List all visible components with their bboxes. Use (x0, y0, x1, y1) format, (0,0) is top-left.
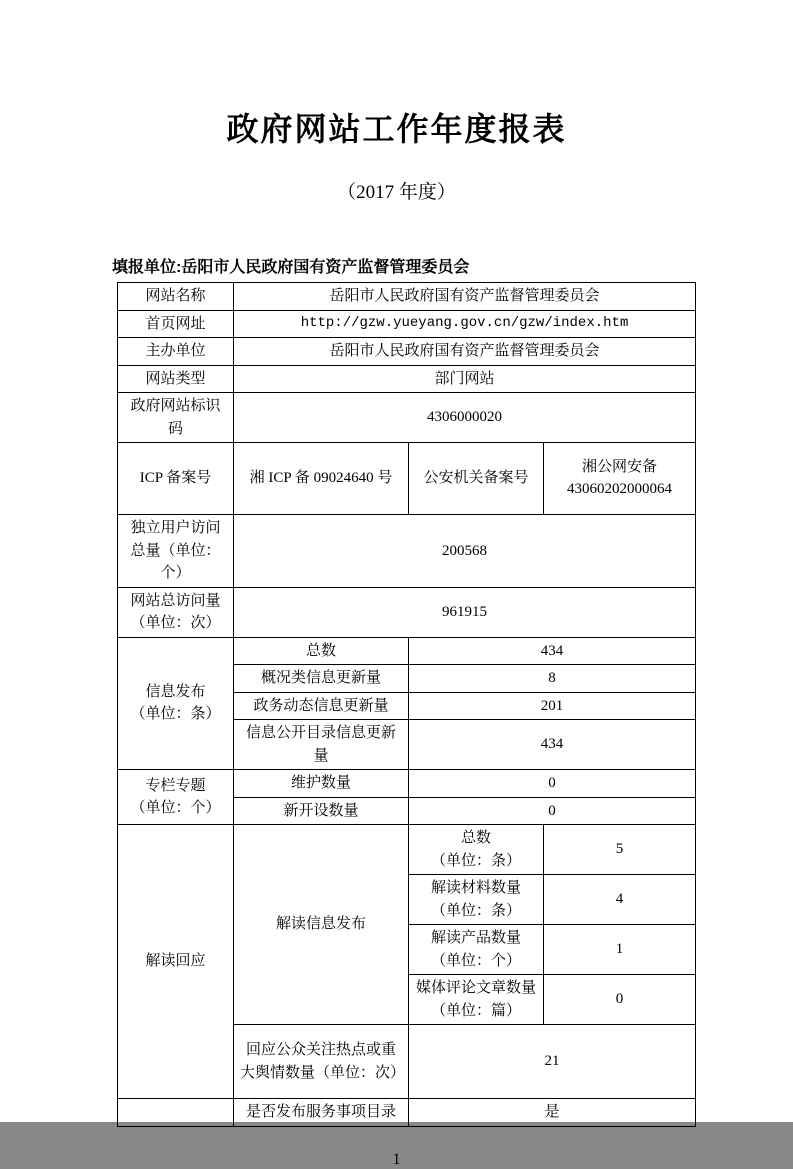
maintained-count-label: 维护数量 (234, 770, 409, 798)
service-directory-value: 是 (409, 1099, 696, 1127)
interp-material-name: 解读材料数量 (430, 880, 521, 896)
interp-product-label (409, 925, 544, 975)
table-row (118, 365, 696, 393)
table-row (118, 825, 696, 875)
organizer-label: 主办单位 (118, 338, 234, 366)
website-type-label: 网站类型 (118, 365, 234, 393)
special-columns-name: 专栏专题 (145, 777, 206, 794)
report-year-subtitle: （2017 年度） (337, 182, 456, 203)
page-title: 政府网站工作年度报表 (226, 111, 567, 147)
info-publish-section-label (118, 637, 234, 770)
public-response-label: 回应公众关注热点或重大舆情数量（单位：次） (234, 1025, 409, 1099)
info-overview-label: 概况类信息更新量 (234, 665, 409, 693)
homepage-url-value: http://gzw.yueyang.gov.cn/gzw/index.htm (234, 310, 696, 338)
interp-total-unit: （单位：条） (430, 852, 521, 869)
interp-media-label (409, 975, 544, 1025)
interp-material-value: 4 (544, 875, 696, 925)
interp-material-label (409, 875, 544, 925)
table-row (118, 637, 696, 665)
table-row (118, 338, 696, 366)
interp-media-value: 0 (544, 975, 696, 1025)
interp-media-unit: （单位：篇） (430, 1002, 521, 1019)
interp-total-name: 总数 (460, 830, 491, 846)
police-record-value: 湘公网安备 43060202000064 (544, 443, 696, 515)
info-total-value: 434 (409, 637, 696, 665)
website-name-value: 岳阳市人民政府国有资产监督管理委员会 (234, 283, 696, 311)
organizer-value: 岳阳市人民政府国有资产监督管理委员会 (234, 338, 696, 366)
total-visits-unit: （单位：次） (130, 615, 221, 631)
police-record-label: 公安机关备案号 (409, 443, 544, 515)
empty-section-cell (118, 1099, 234, 1127)
table-row (118, 1099, 696, 1127)
unique-visitors-label: 独立用户访问总量（单位：个） (118, 515, 234, 588)
interp-product-unit: （单位：个） (430, 952, 521, 969)
public-response-value: 21 (409, 1025, 696, 1099)
interp-material-unit: （单位：条） (430, 902, 521, 919)
table-row (118, 443, 696, 515)
table-row (118, 587, 696, 637)
icp-value: 湘 ICP 备 09024640 号 (234, 443, 409, 515)
info-publish-unit: （单位：条） (130, 706, 221, 723)
special-columns-section-label (118, 770, 234, 825)
service-directory-label: 是否发布服务事项目录 (234, 1099, 409, 1127)
interpretation-section-label: 解读回应 (118, 825, 234, 1099)
table-row (118, 393, 696, 443)
table-row (118, 515, 696, 588)
info-publish-name: 信息发布 (145, 683, 206, 700)
total-visits-name: 网站总访问量 (130, 592, 221, 609)
maintained-count-value: 0 (409, 770, 696, 798)
info-directory-label: 信息公开目录信息更新量 (234, 720, 409, 770)
total-visits-value: 961915 (234, 587, 696, 637)
interp-total-value: 5 (544, 825, 696, 875)
homepage-url-label: 首页网址 (118, 310, 234, 338)
interp-media-name: 媒体评论文章数量 (415, 980, 536, 996)
info-dynamics-label: 政务动态信息更新量 (234, 692, 409, 720)
info-dynamics-value: 201 (409, 692, 696, 720)
page-number: 1 (392, 1150, 401, 1168)
website-type-value: 部门网站 (234, 365, 696, 393)
site-code-value: 4306000020 (234, 393, 696, 443)
new-count-value: 0 (409, 797, 696, 825)
icp-label: ICP 备案号 (118, 443, 234, 515)
site-code-label: 政府网站标识码 (118, 393, 234, 443)
table-row (118, 283, 696, 311)
new-count-label: 新开设数量 (234, 797, 409, 825)
interp-product-value: 1 (544, 925, 696, 975)
total-visits-label (118, 587, 234, 637)
table-row (118, 770, 696, 798)
unique-visitors-value: 200568 (234, 515, 696, 588)
interp-total-label (409, 825, 544, 875)
special-columns-unit: （单位：个） (130, 800, 221, 816)
website-name-label: 网站名称 (118, 283, 234, 311)
info-total-label: 总数 (234, 637, 409, 665)
reporting-unit: 填报单位:岳阳市人民政府国有资产监督管理委员会 (112, 259, 470, 276)
info-directory-value: 434 (409, 720, 696, 770)
table-row (118, 310, 696, 338)
interp-product-name: 解读产品数量 (430, 930, 521, 946)
interpretation-publish-label: 解读信息发布 (234, 825, 409, 1025)
annual-report-table (117, 282, 696, 1127)
info-overview-value: 8 (409, 665, 696, 693)
